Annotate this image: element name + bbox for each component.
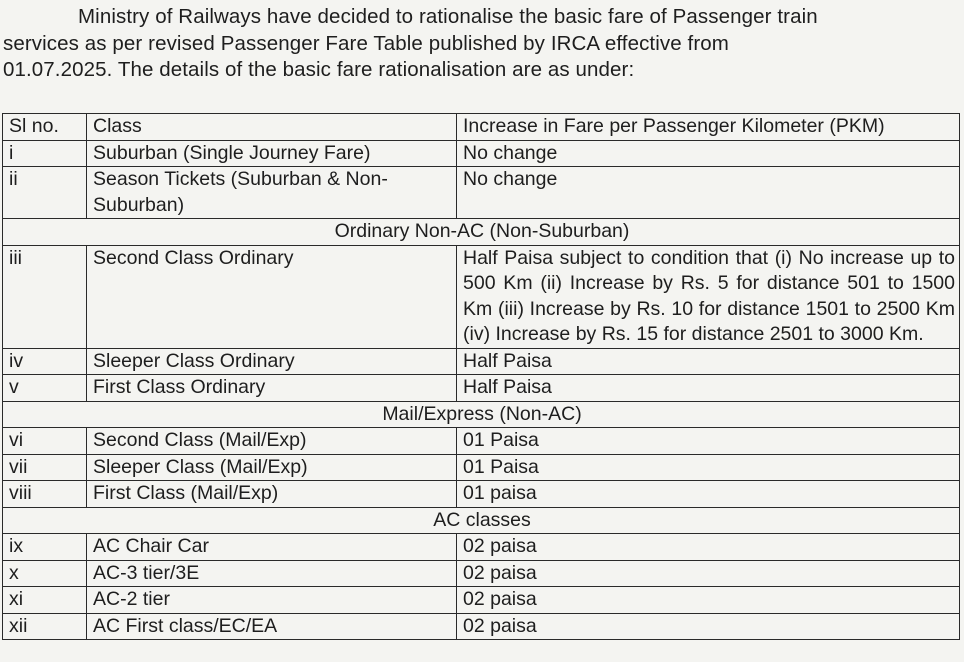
cell-sl-no: xi bbox=[3, 587, 87, 614]
section-mail-express: Mail/Express (Non-AC) bbox=[3, 401, 960, 428]
cell-increase: 01 paisa bbox=[457, 481, 960, 508]
cell-class: AC First class/EC/EA bbox=[87, 613, 457, 640]
table-row bbox=[3, 375, 960, 402]
table-row bbox=[3, 245, 960, 348]
header-sl-no: Sl no. bbox=[3, 114, 87, 141]
cell-class: Season Tickets (Suburban & Non-Suburban) bbox=[87, 167, 457, 219]
table-row bbox=[3, 454, 960, 481]
cell-increase: Half Paisa bbox=[457, 348, 960, 375]
cell-class: Sleeper Class Ordinary bbox=[87, 348, 457, 375]
cell-increase: 02 paisa bbox=[457, 534, 960, 561]
cell-increase: 02 paisa bbox=[457, 613, 960, 640]
header-class: Class bbox=[87, 114, 457, 141]
cell-class: AC-2 tier bbox=[87, 587, 457, 614]
table-row bbox=[3, 428, 960, 455]
cell-class: Second Class Ordinary bbox=[87, 245, 457, 348]
cell-increase: Half Paisa subject to condition that (i) No increase up to 500 Km (ii) Increase by Rs. 5 for distance 501 to 1500 Km (iii) Increase by Rs. 10 for distance 1501 to 2500 Km (iv) Increase by Rs. 15 for distance 2501 to 3000 Km. bbox=[457, 245, 960, 348]
table-row bbox=[3, 560, 960, 587]
section-row bbox=[3, 507, 960, 534]
cell-class: Suburban (Single Journey Fare) bbox=[87, 140, 457, 167]
cell-class: Second Class (Mail/Exp) bbox=[87, 428, 457, 455]
section-ordinary-non-ac: Ordinary Non-AC (Non-Suburban) bbox=[3, 219, 960, 246]
table-row bbox=[3, 348, 960, 375]
intro-line-3: 01.07.2025. The details of the basic fare rationalisation are as under: bbox=[3, 58, 635, 81]
cell-increase: Half Paisa bbox=[457, 375, 960, 402]
cell-class: Sleeper Class (Mail/Exp) bbox=[87, 454, 457, 481]
cell-sl-no: x bbox=[3, 560, 87, 587]
cell-sl-no: vii bbox=[3, 454, 87, 481]
cell-sl-no: iv bbox=[3, 348, 87, 375]
cell-sl-no: ix bbox=[3, 534, 87, 561]
cell-sl-no: vi bbox=[3, 428, 87, 455]
cell-increase: 02 paisa bbox=[457, 560, 960, 587]
intro-line-1: Ministry of Railways have decided to rationalise the basic fare of Passenger train bbox=[78, 5, 818, 28]
intro-line-2: services as per revised Passenger Fare Table published by IRCA effective from bbox=[3, 31, 729, 55]
cell-class: First Class Ordinary bbox=[87, 375, 457, 402]
section-row bbox=[3, 219, 960, 246]
section-ac-classes: AC classes bbox=[3, 507, 960, 534]
table-row bbox=[3, 481, 960, 508]
cell-increase: 02 paisa bbox=[457, 587, 960, 614]
cell-sl-no: viii bbox=[3, 481, 87, 508]
cell-increase: 01 Paisa bbox=[457, 454, 960, 481]
cell-sl-no: v bbox=[3, 375, 87, 402]
table-row bbox=[3, 140, 960, 167]
table-row bbox=[3, 167, 960, 219]
cell-class: AC Chair Car bbox=[87, 534, 457, 561]
table-header-row bbox=[3, 114, 960, 141]
fare-rationalisation-table bbox=[2, 113, 960, 640]
cell-sl-no: xii bbox=[3, 613, 87, 640]
table-row bbox=[3, 613, 960, 640]
intro-paragraph bbox=[3, 4, 957, 84]
cell-sl-no: ii bbox=[3, 167, 87, 219]
table-row bbox=[3, 587, 960, 614]
cell-increase: 01 Paisa bbox=[457, 428, 960, 455]
cell-class: AC-3 tier/3E bbox=[87, 560, 457, 587]
cell-increase: No change bbox=[457, 167, 960, 219]
table-row bbox=[3, 534, 960, 561]
section-row bbox=[3, 401, 960, 428]
cell-sl-no: i bbox=[3, 140, 87, 167]
header-increase: Increase in Fare per Passenger Kilometer (PKM) bbox=[457, 114, 960, 141]
cell-increase: No change bbox=[457, 140, 960, 167]
cell-class: First Class (Mail/Exp) bbox=[87, 481, 457, 508]
cell-sl-no: iii bbox=[3, 245, 87, 348]
